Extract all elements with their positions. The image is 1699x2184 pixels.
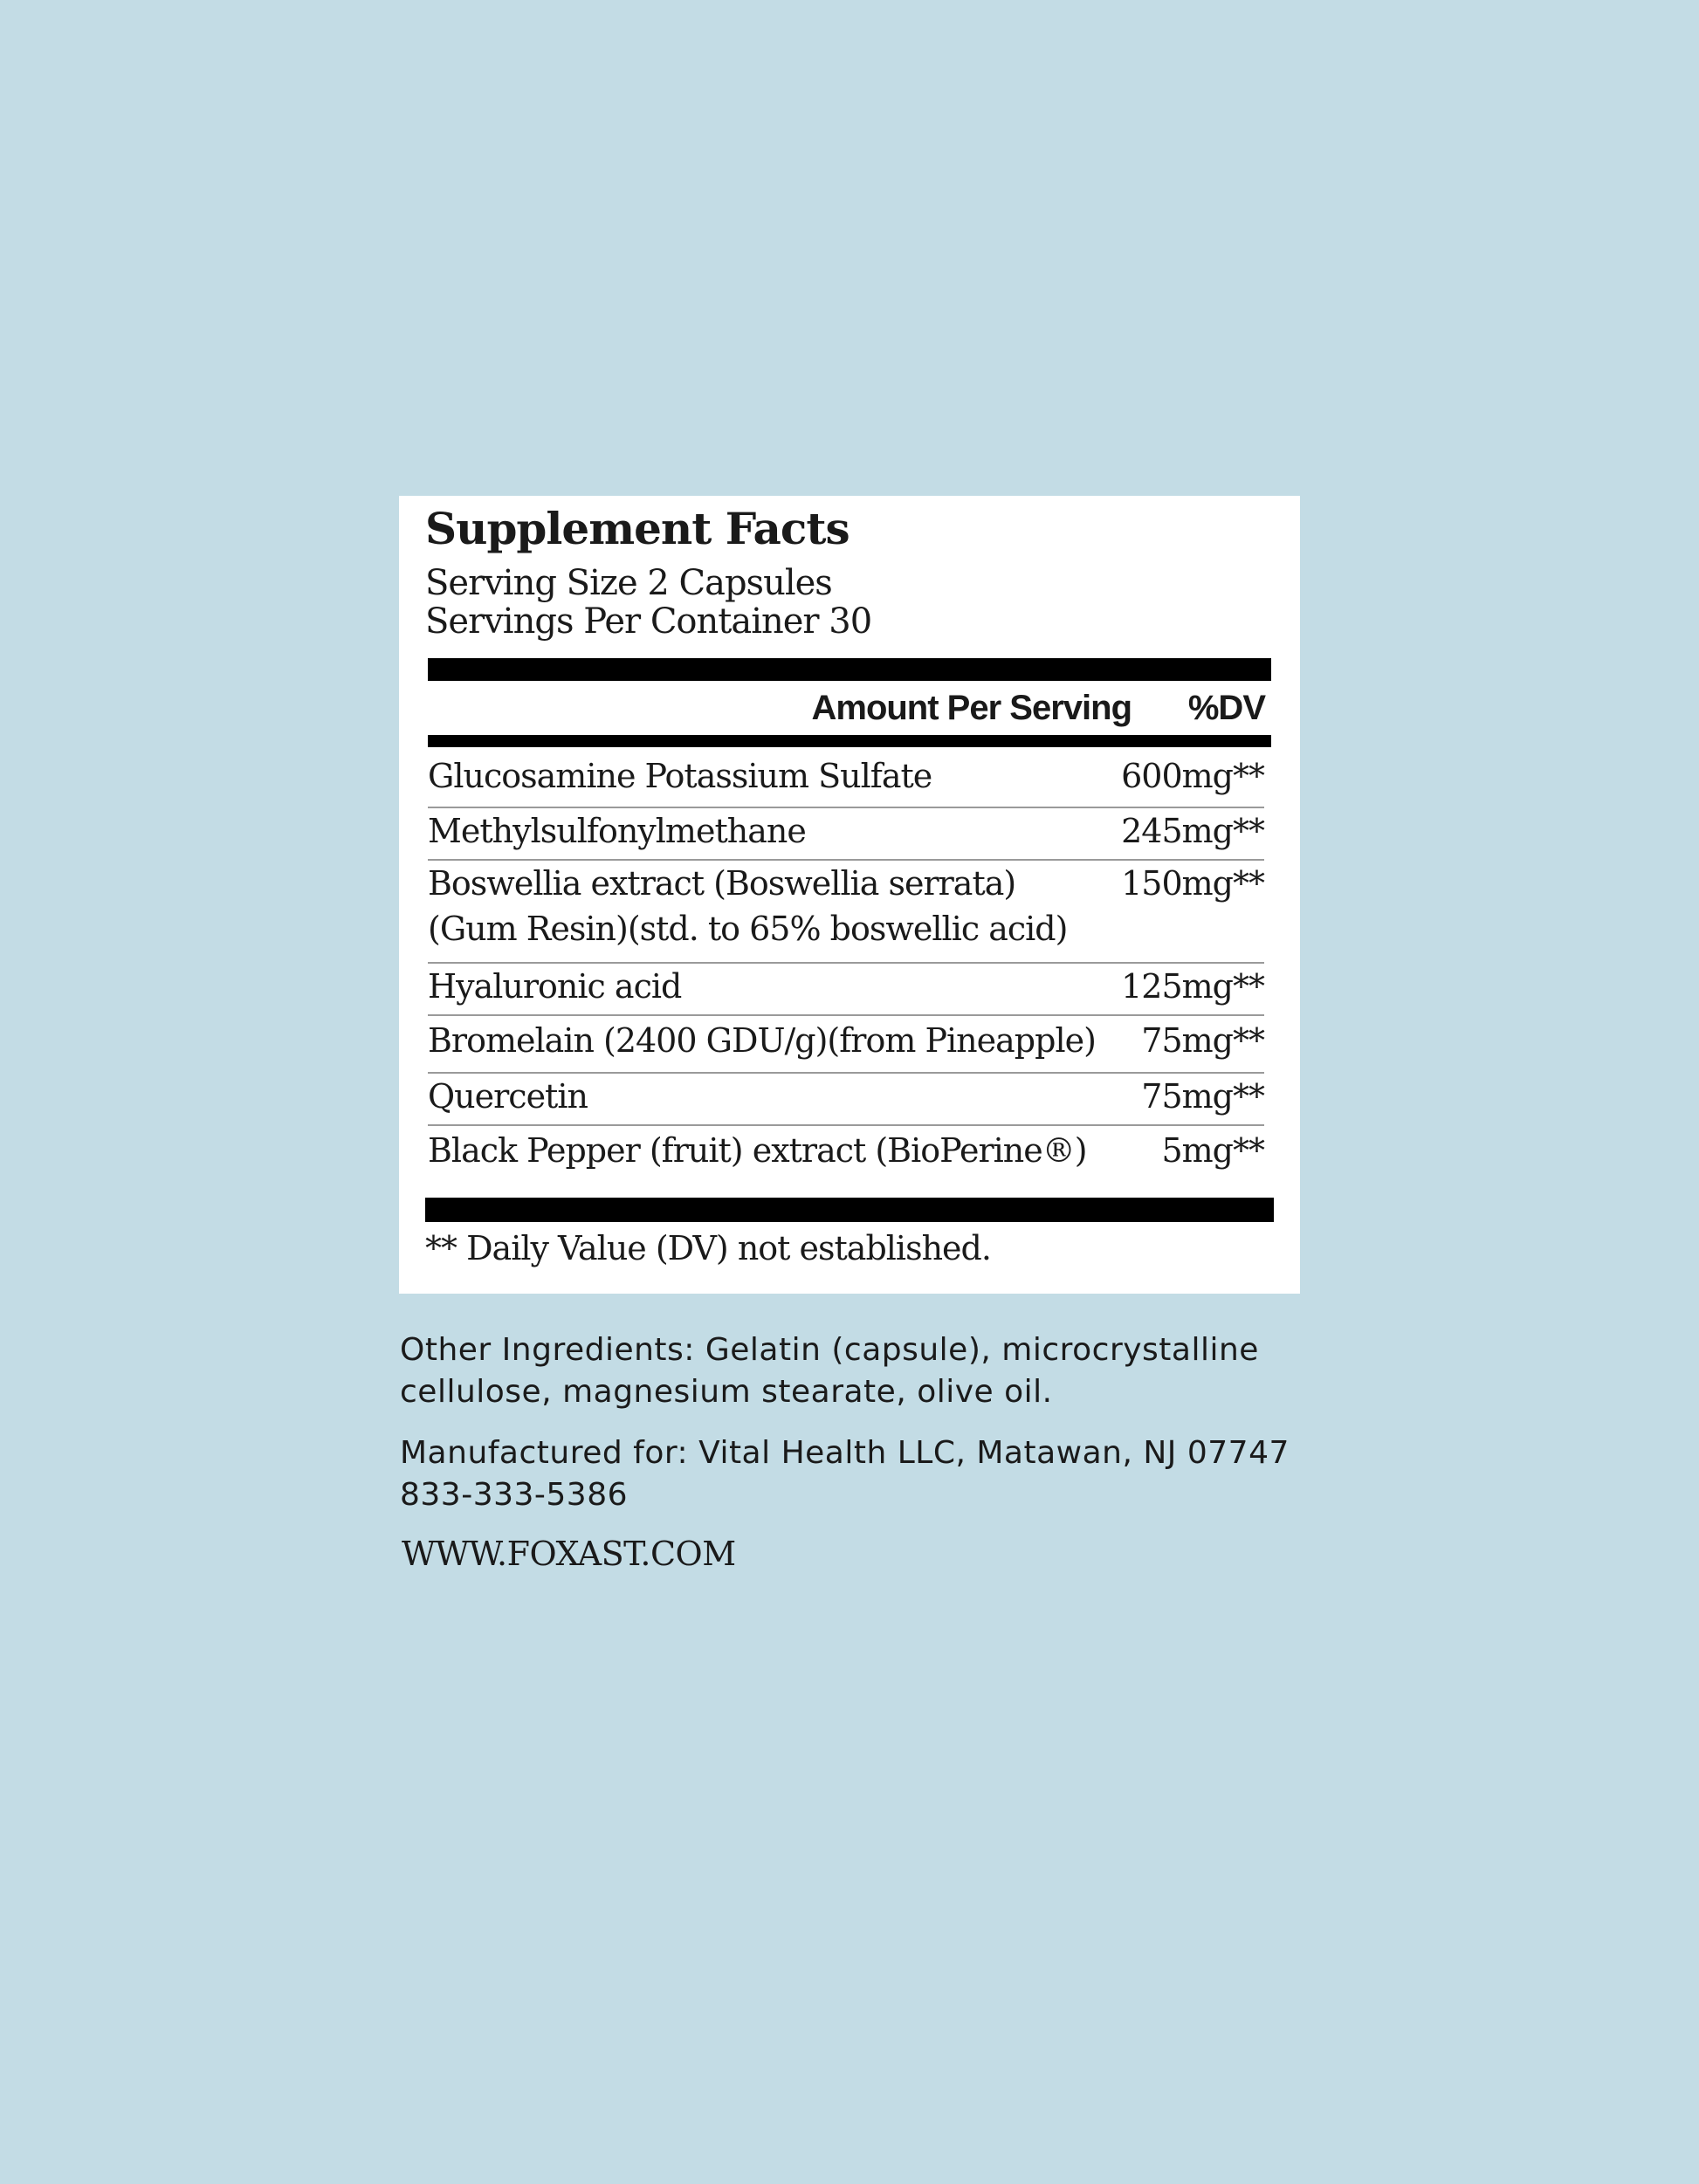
nutrient-name: Bromelain (2400 GDU/g)(from Pineapple) [428, 1021, 1096, 1060]
nutrient-name: Quercetin [428, 1077, 588, 1116]
nutrient-row [428, 808, 1264, 861]
nutrient-row [428, 861, 1264, 964]
medium-rule [428, 735, 1271, 747]
nutrient-amount: 75mg** [1141, 1077, 1264, 1116]
nutrient-name: Hyaluronic acid [428, 967, 682, 1006]
nutrient-name: Glucosamine Potassium Sulfate [428, 757, 932, 795]
thick-rule-top [428, 658, 1271, 681]
supplement-facts-title: Supplement Facts [425, 503, 850, 554]
nutrient-row [428, 1074, 1264, 1126]
nutrient-row [428, 1016, 1264, 1074]
phone-number: 833-333-5386 [400, 1477, 629, 1513]
percent-dv-header: %DV [1187, 689, 1265, 727]
nutrient-name-continued: (Gum Resin)(std. to 65% boswellic acid) [428, 910, 1068, 948]
thick-rule-bottom [425, 1198, 1274, 1222]
other-ingredients-line-2: cellulose, magnesium stearate, olive oil. [400, 1374, 1053, 1410]
nutrient-row [428, 1126, 1264, 1187]
serving-size: Serving Size 2 Capsules [425, 563, 832, 603]
nutrient-name: Methylsulfonylmethane [428, 812, 806, 850]
supplement-facts-panel [399, 496, 1300, 1294]
other-ingredients-line-1: Other Ingredients: Gelatin (capsule), microcrystalline [400, 1332, 1259, 1368]
daily-value-footnote: ** Daily Value (DV) not established. [425, 1229, 991, 1267]
nutrient-amount: 5mg** [1161, 1131, 1264, 1170]
nutrient-row [428, 751, 1264, 808]
nutrient-amount: 600mg** [1121, 757, 1264, 795]
nutrient-row [428, 964, 1264, 1016]
servings-per-container: Servings Per Container 30 [425, 601, 872, 642]
manufacturer-line: Manufactured for: Vital Health LLC, Matawan, NJ 07747 [400, 1435, 1290, 1471]
nutrient-name: Boswellia extract (Boswellia serrata) [428, 864, 1016, 903]
website-url: WWW.FOXAST.COM [402, 1535, 736, 1573]
nutrient-amount: 125mg** [1121, 967, 1264, 1006]
nutrient-name: Black Pepper (fruit) extract (BioPerine®) [428, 1131, 1087, 1170]
nutrient-amount: 75mg** [1141, 1021, 1264, 1060]
amount-per-serving-header: Amount Per Serving [811, 689, 1132, 727]
nutrient-amount: 245mg** [1121, 812, 1264, 850]
nutrient-amount: 150mg** [1121, 864, 1264, 903]
